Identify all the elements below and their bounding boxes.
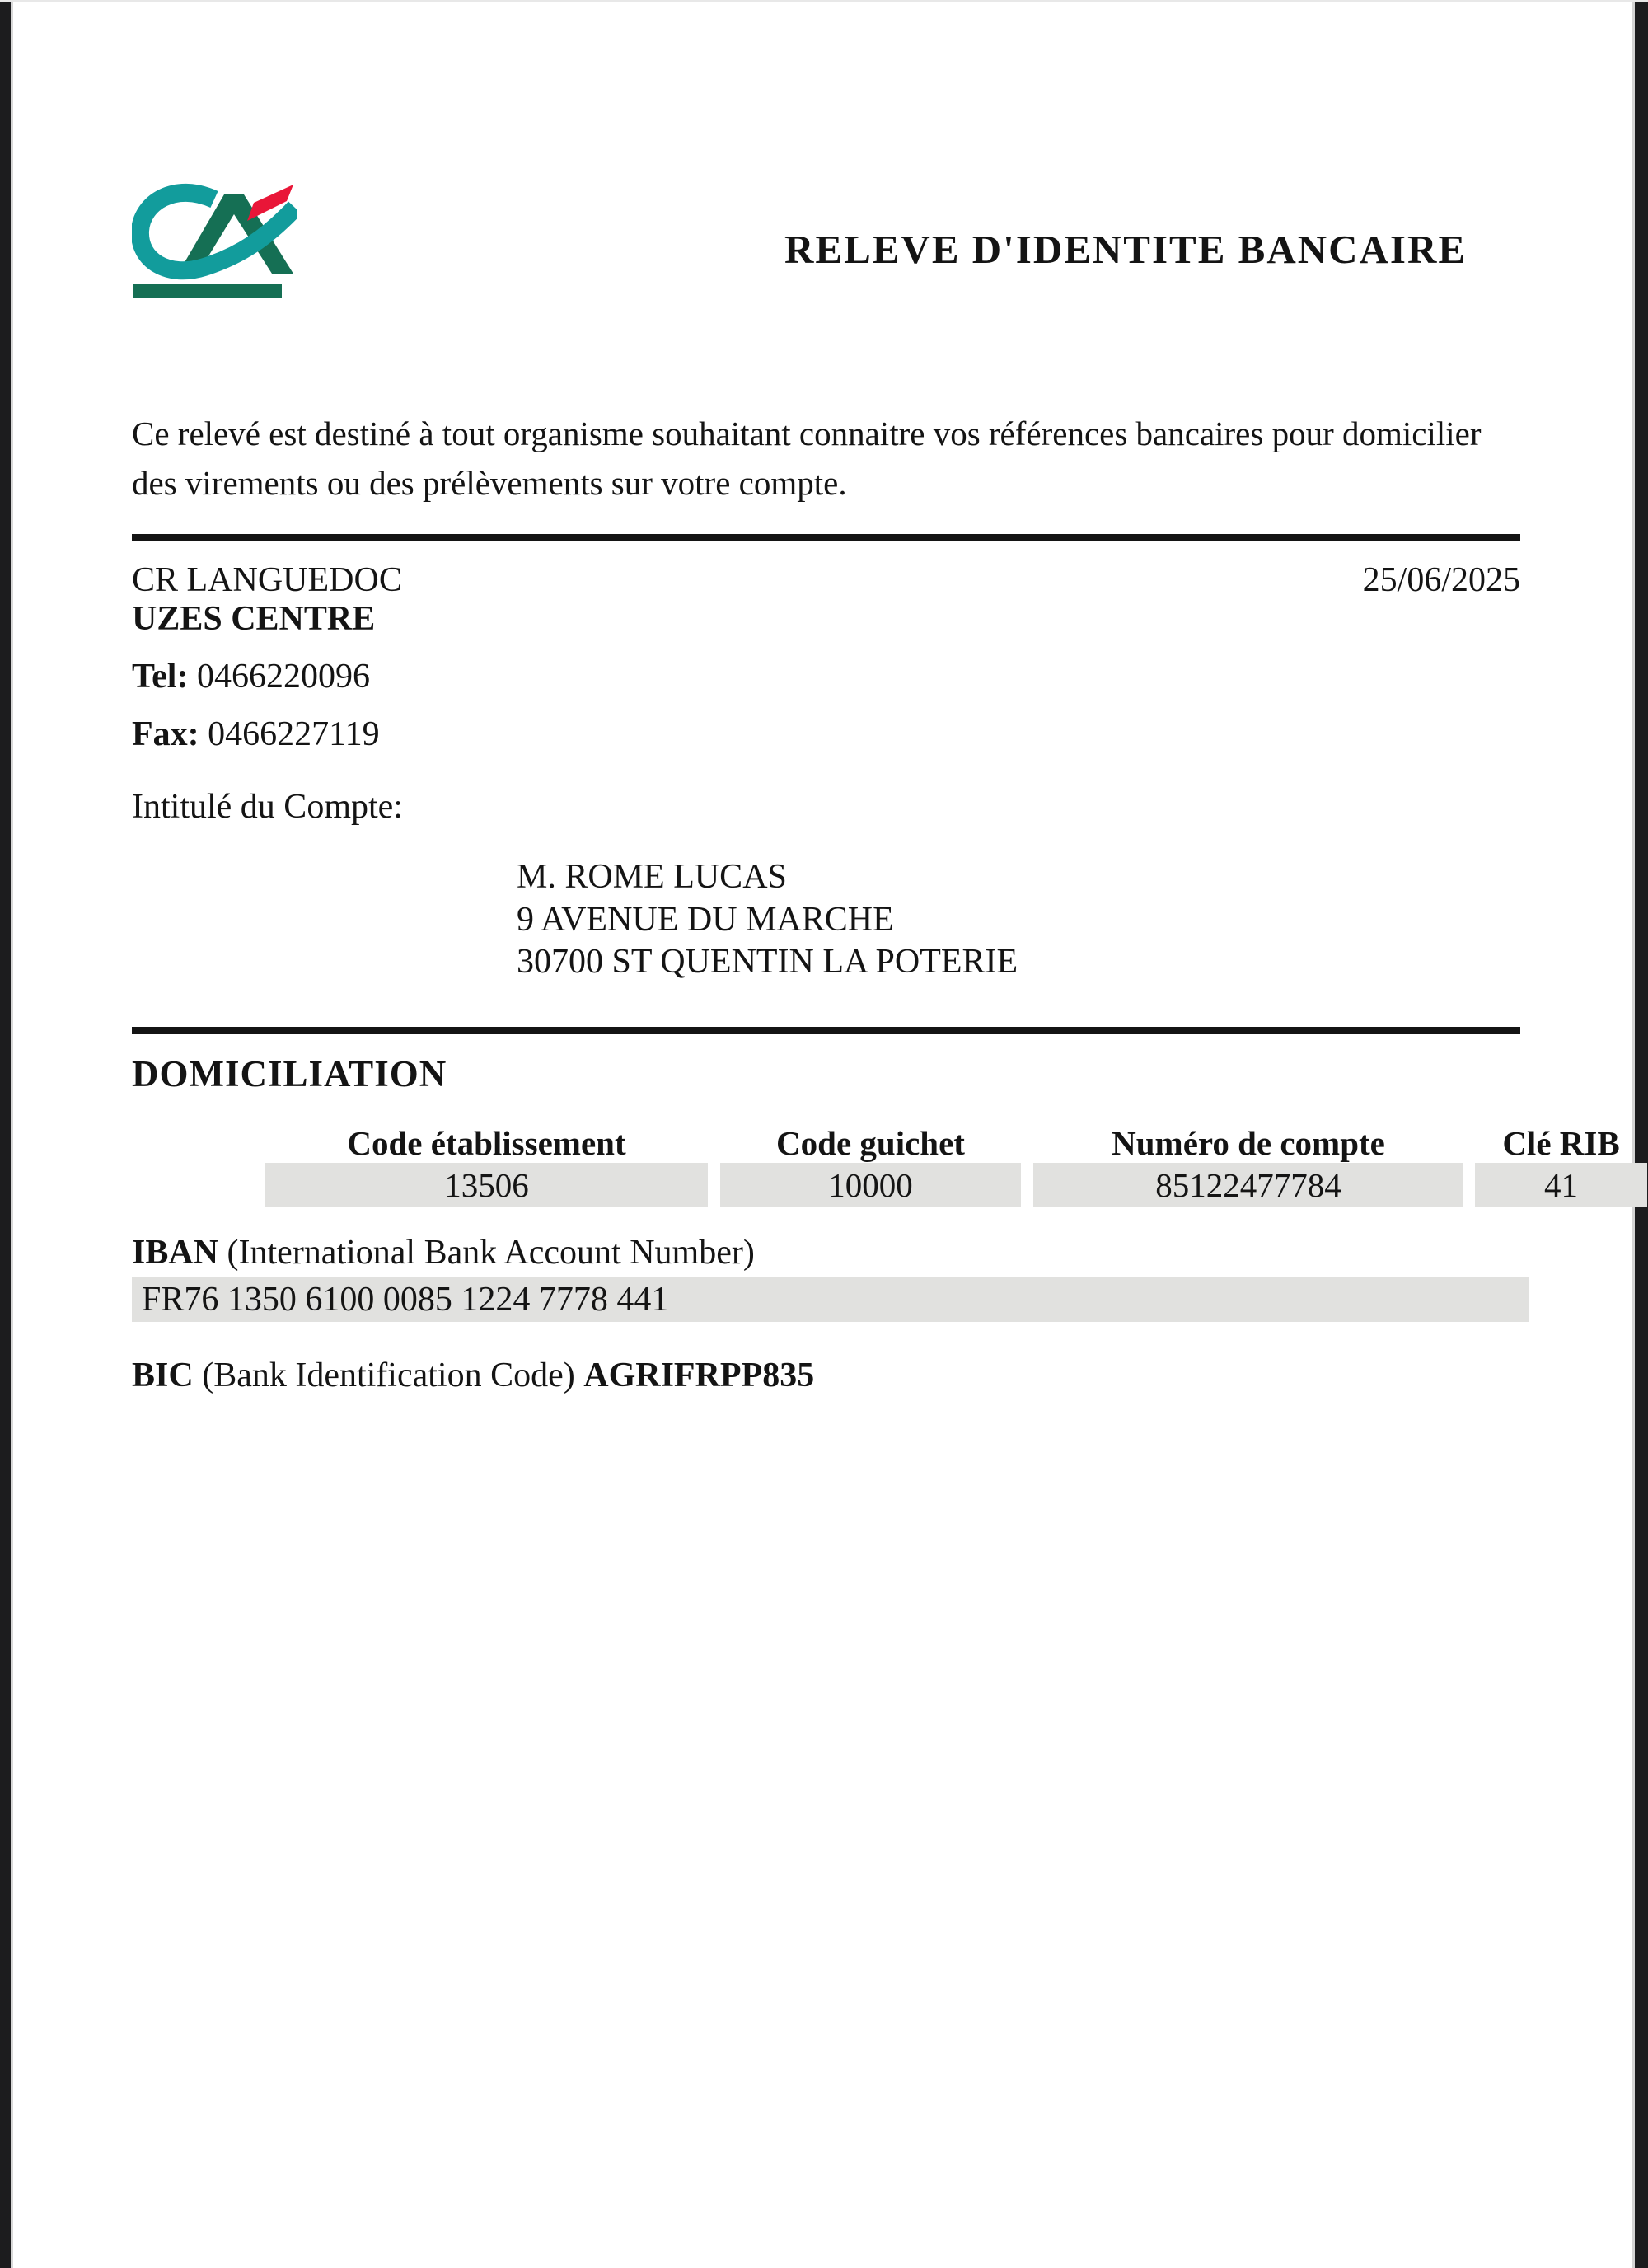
account-title-label: Intitulé du Compte: xyxy=(132,788,403,826)
fax-value: 0466227119 xyxy=(208,715,380,753)
scan-edge-left xyxy=(0,0,11,2268)
bank-name: CR LANGUEDOC xyxy=(132,561,402,599)
bank-branch: UZES CENTRE xyxy=(132,600,376,638)
column-header-numero-de-compte: Numéro de compte xyxy=(1112,1124,1385,1162)
bic-label: BIC xyxy=(132,1357,194,1394)
account-address-line1: 9 AVENUE DU MARCHE xyxy=(517,901,894,939)
credit-agricole-logo-icon xyxy=(132,183,297,298)
bic-value: AGRIFRPP835 xyxy=(583,1357,815,1394)
horizontal-rule-domiciliation xyxy=(132,1027,1520,1034)
column-header-code-etablissement: Code établissement xyxy=(347,1124,626,1162)
iban-value: FR76 1350 6100 0085 1224 7778 441 xyxy=(132,1277,1529,1322)
bank-fax-line xyxy=(132,715,380,754)
account-address-line2: 30700 ST QUENTIN LA POTERIE xyxy=(517,943,1018,981)
value-numero-de-compte: 85122477784 xyxy=(1033,1163,1463,1207)
horizontal-rule-top xyxy=(132,534,1520,541)
column-header-cle-rib: Clé RIB xyxy=(1502,1124,1620,1162)
value-cle-rib: 41 xyxy=(1475,1163,1647,1207)
account-holder: M. ROME LUCAS xyxy=(517,858,787,896)
scan-edge-top xyxy=(0,0,1648,2)
fax-label: Fax: xyxy=(132,715,199,753)
document-date: 25/06/2025 xyxy=(1362,561,1520,599)
document-title: RELEVE D'IDENTITE BANCAIRE xyxy=(784,227,1468,272)
iban-label-line xyxy=(132,1233,755,1272)
bic-line xyxy=(132,1356,814,1395)
column-header-code-guichet: Code guichet xyxy=(776,1124,965,1162)
scan-edge-left-line xyxy=(11,0,13,2268)
domiciliation-heading: DOMICILIATION xyxy=(132,1053,447,1094)
value-code-guichet: 10000 xyxy=(720,1163,1021,1207)
bic-label-expansion: (Bank Identification Code) xyxy=(193,1357,584,1394)
tel-label: Tel: xyxy=(132,658,189,696)
value-code-etablissement: 13506 xyxy=(265,1163,708,1207)
intro-paragraph: Ce relevé est destiné à tout organisme souhaitant connaitre vos références bancaires pour domicilier des virements ou des prélèvements sur votre compte. xyxy=(132,415,1482,502)
bank-tel-line xyxy=(132,657,370,696)
iban-label: IBAN xyxy=(132,1234,219,1272)
tel-value: 0466220096 xyxy=(196,658,370,696)
iban-label-expansion: (International Bank Account Number) xyxy=(218,1234,755,1272)
